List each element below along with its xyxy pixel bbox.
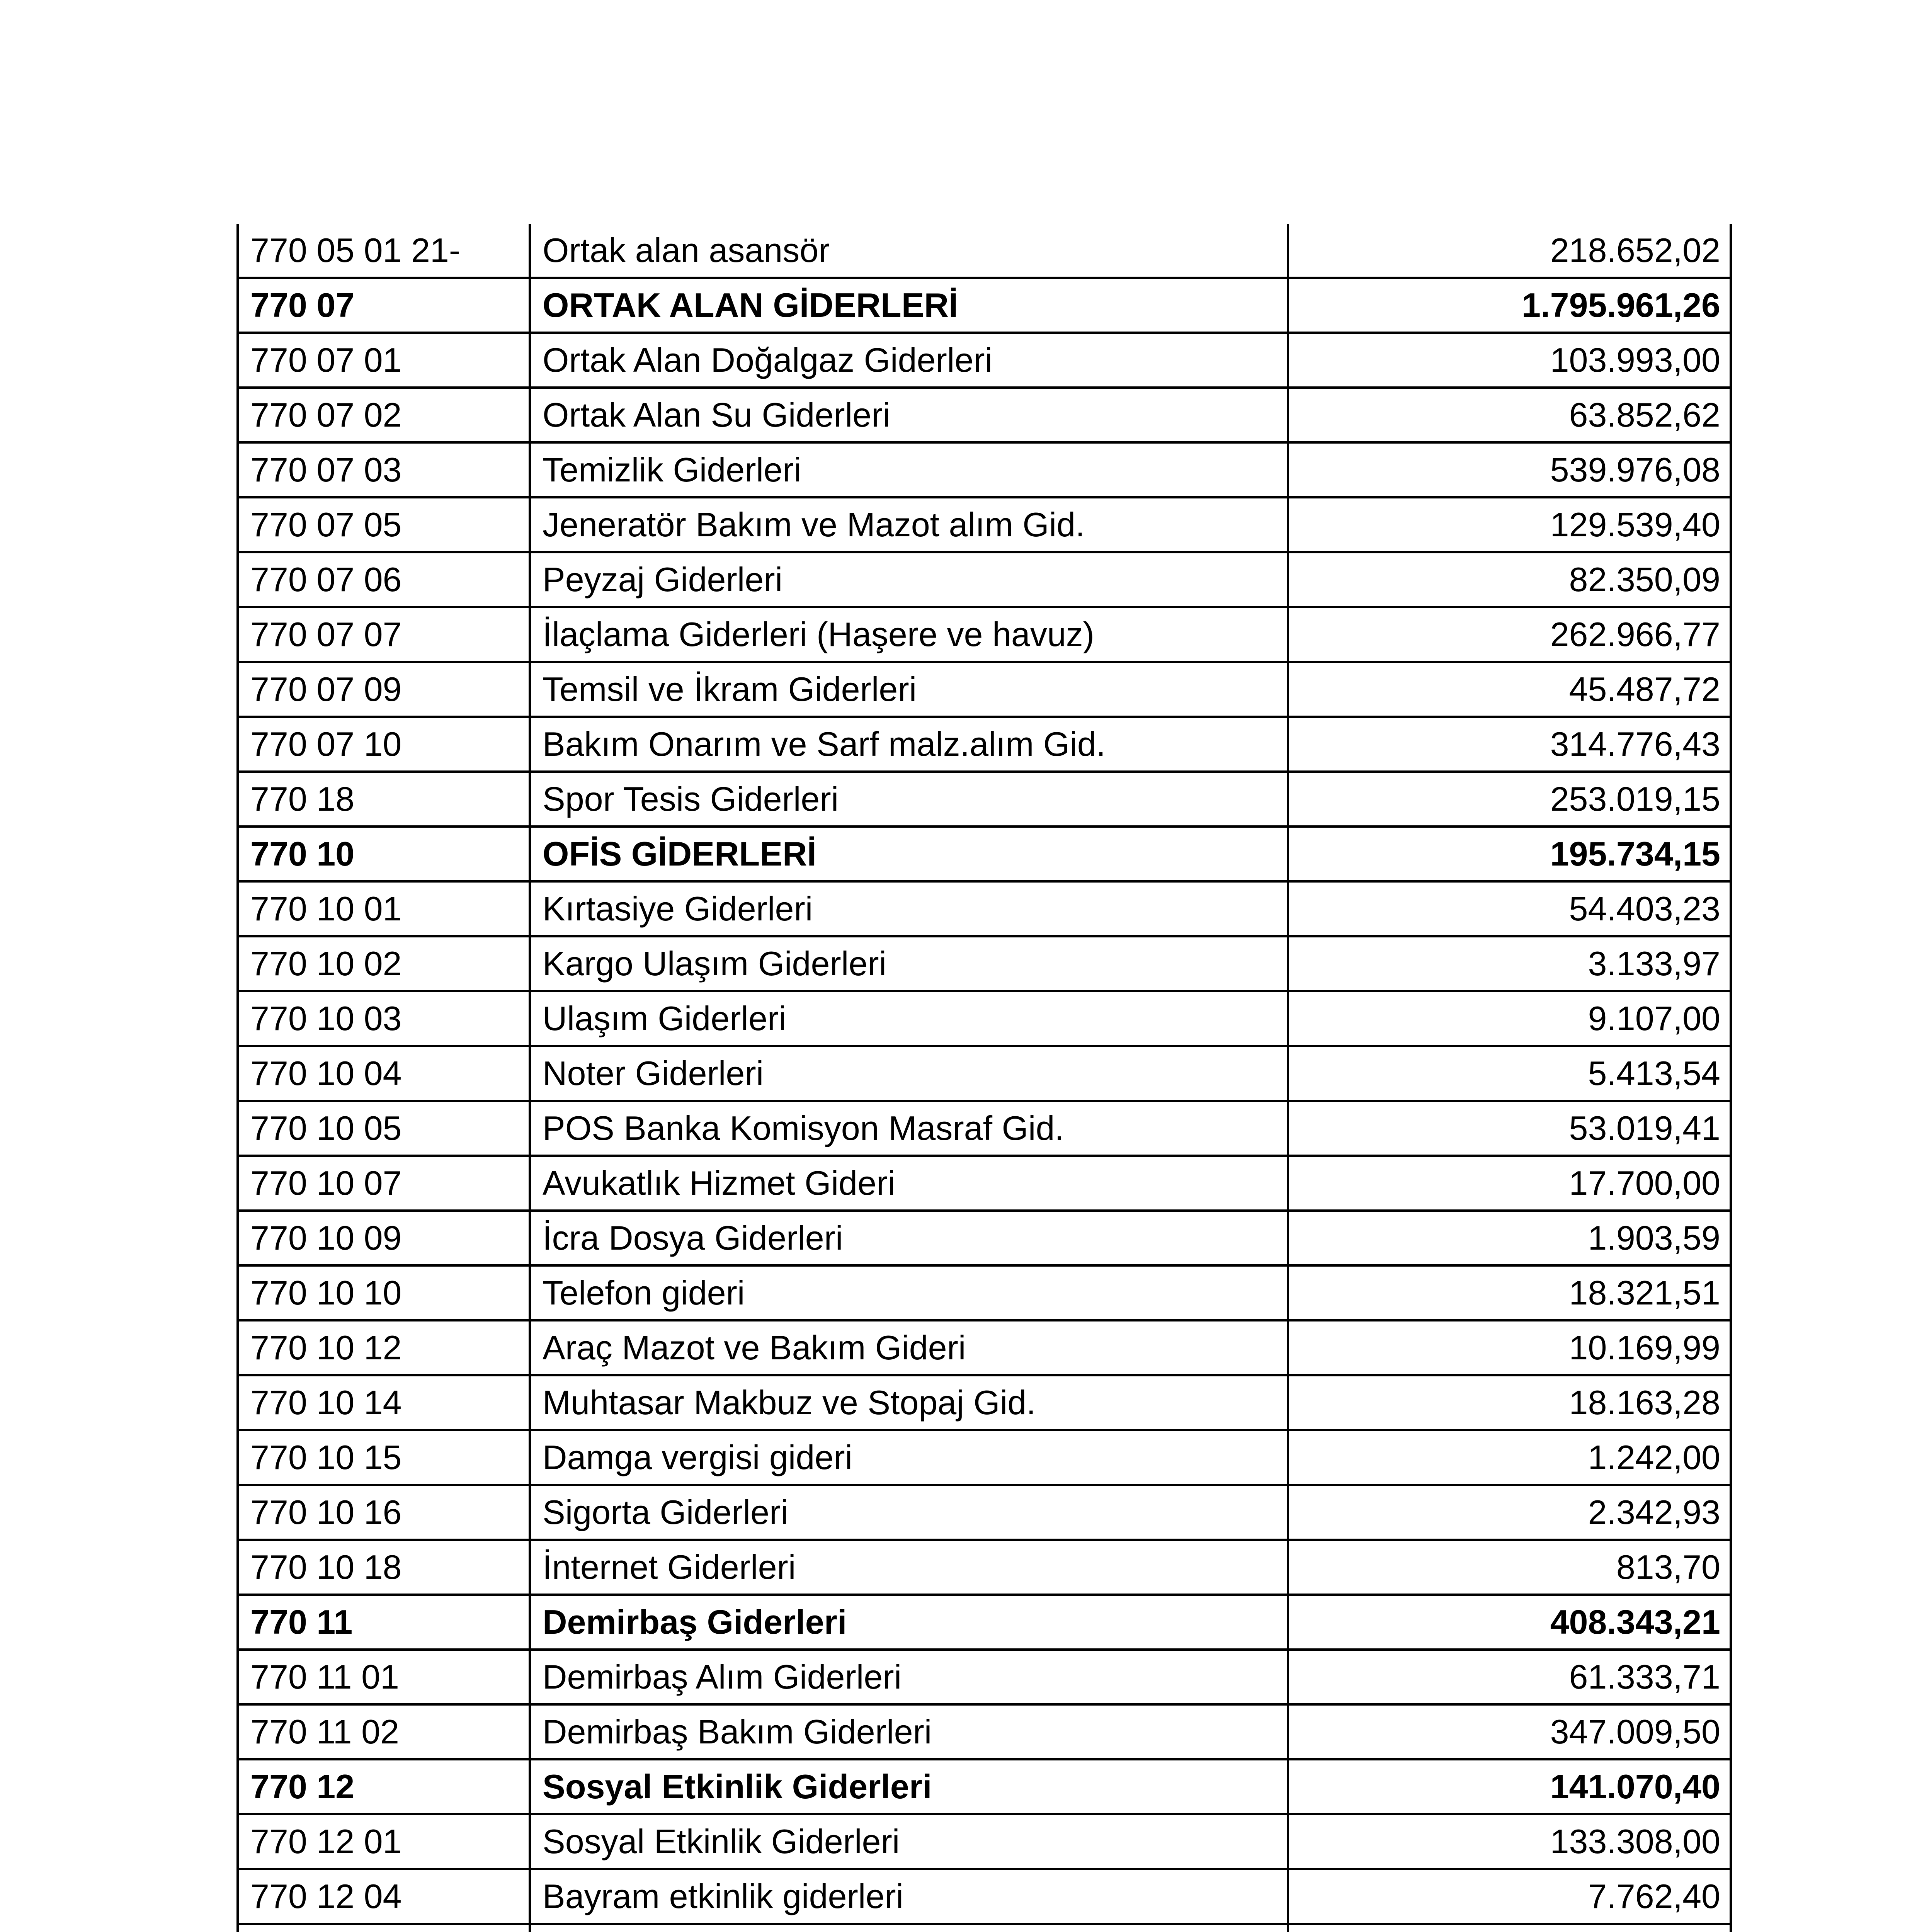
amount-cell: 1.903,59 <box>1288 1211 1731 1265</box>
description-cell: Temizlik Giderleri <box>530 442 1288 497</box>
description-cell: Kargo Ulaşım Giderleri <box>530 936 1288 991</box>
table-row <box>238 1869 1731 1924</box>
table-row <box>238 991 1731 1046</box>
amount-cell: 63.852,62 <box>1288 388 1731 442</box>
account-code-cell: 770 10 01 <box>238 881 530 936</box>
account-code-cell: 770 07 07 <box>238 607 530 662</box>
account-code-cell: 770 10 16 <box>238 1485 530 1540</box>
account-code-cell: 770 10 02 <box>238 936 530 991</box>
account-code-cell: 770 07 06 <box>238 552 530 607</box>
account-code-cell: 770 10 03 <box>238 991 530 1046</box>
account-code-cell: 770 10 15 <box>238 1430 530 1485</box>
account-code-cell: 770 10 05 <box>238 1101 530 1156</box>
table-row <box>238 333 1731 388</box>
table-row <box>238 936 1731 991</box>
account-code-cell: 770 12 01 <box>238 1814 530 1869</box>
table-row <box>238 1211 1731 1265</box>
description-cell: Kırtasiye Giderleri <box>530 881 1288 936</box>
amount-cell: 195.734,15 <box>1288 827 1731 881</box>
amount-cell: 218.652,02 <box>1288 224 1731 278</box>
amount-cell: 133.308,00 <box>1288 1814 1731 1869</box>
amount-cell: 7.762,40 <box>1288 1869 1731 1924</box>
amount-cell: 5.413,54 <box>1288 1046 1731 1101</box>
account-code-cell: 770 10 07 <box>238 1156 530 1211</box>
account-code-cell: 770 12 <box>238 1759 530 1814</box>
description-cell: Ulaşım Giderleri <box>530 991 1288 1046</box>
table-row <box>238 662 1731 717</box>
amount-cell: 45.487,72 <box>1288 662 1731 717</box>
amount-cell: 813,70 <box>1288 1540 1731 1595</box>
amount-cell: 103.993,00 <box>1288 333 1731 388</box>
amount-cell: 347.009,50 <box>1288 1704 1731 1759</box>
account-code-cell: 770 18 <box>238 772 530 827</box>
description-cell: Sosyal Etkinlik Giderleri <box>530 1759 1288 1814</box>
table-row <box>238 881 1731 936</box>
account-code-cell: 770 07 02 <box>238 388 530 442</box>
description-cell: Noter Giderleri <box>530 1046 1288 1101</box>
description-cell: Avukatlık Hizmet Gideri <box>530 1156 1288 1211</box>
account-code-cell: 770 10 18 <box>238 1540 530 1595</box>
description-cell: İnternet Giderleri <box>530 1540 1288 1595</box>
account-code-cell: 770 10 10 <box>238 1265 530 1320</box>
description-cell: Ortak alan asansör <box>530 224 1288 278</box>
amount-cell: 408.343,21 <box>1288 1595 1731 1650</box>
amount-cell: 61.333,71 <box>1288 1650 1731 1704</box>
table-row <box>238 442 1731 497</box>
account-code-cell: 770 10 14 <box>238 1375 530 1430</box>
amount-cell: 141.070,40 <box>1288 1759 1731 1814</box>
description-cell: İlaçlama Giderleri (Haşere ve havuz) <box>530 607 1288 662</box>
account-code-cell: 770 10 <box>238 827 530 881</box>
account-code-cell: 770 10 12 <box>238 1320 530 1375</box>
amount-cell: 1.242,00 <box>1288 1430 1731 1485</box>
amount-cell: 539.976,08 <box>1288 442 1731 497</box>
account-code-cell: 770 11 01 <box>238 1650 530 1704</box>
amount-cell: 18.321,51 <box>1288 1265 1731 1320</box>
table-row <box>238 1265 1731 1320</box>
amount-cell: 18.163,28 <box>1288 1375 1731 1430</box>
table-row-group-total <box>238 1759 1731 1814</box>
description-cell: Bakım Onarım ve Sarf malz.alım Gid. <box>530 717 1288 772</box>
table-row <box>238 1540 1731 1595</box>
description-cell <box>530 1924 1288 1932</box>
expense-ledger-table <box>236 224 1732 1932</box>
description-cell: Ortak Alan Su Giderleri <box>530 388 1288 442</box>
table-row-group-total <box>238 1924 1731 1932</box>
table-row <box>238 1704 1731 1759</box>
amount-cell: 129.539,40 <box>1288 497 1731 552</box>
account-code-cell: 770 12 04 <box>238 1869 530 1924</box>
account-code-cell: 770 10 09 <box>238 1211 530 1265</box>
account-code-cell: 770 07 10 <box>238 717 530 772</box>
table-row <box>238 224 1731 278</box>
table-row <box>238 1156 1731 1211</box>
amount-cell: 53.019,41 <box>1288 1101 1731 1156</box>
account-code-cell: 770 05 01 21- <box>238 224 530 278</box>
table-row <box>238 1101 1731 1156</box>
description-cell: ORTAK ALAN GİDERLERİ <box>530 278 1288 333</box>
description-cell: Demirbaş Bakım Giderleri <box>530 1704 1288 1759</box>
ledger-body <box>238 224 1731 1932</box>
amount-cell: 262.966,77 <box>1288 607 1731 662</box>
description-cell: Demirbaş Alım Giderleri <box>530 1650 1288 1704</box>
expense-ledger-page <box>236 224 1730 1932</box>
description-cell: Ortak Alan Doğalgaz Giderleri <box>530 333 1288 388</box>
amount-cell <box>1288 1924 1731 1932</box>
description-cell: İcra Dosya Giderleri <box>530 1211 1288 1265</box>
table-row-group-total <box>238 278 1731 333</box>
table-row <box>238 1375 1731 1430</box>
account-code-cell: 770 11 02 <box>238 1704 530 1759</box>
account-code-cell: 770 07 09 <box>238 662 530 717</box>
description-cell: Sigorta Giderleri <box>530 1485 1288 1540</box>
table-row-group-total <box>238 1595 1731 1650</box>
account-code-cell: 770 11 <box>238 1595 530 1650</box>
amount-cell: 10.169,99 <box>1288 1320 1731 1375</box>
table-row <box>238 1320 1731 1375</box>
account-code-cell: 770 07 01 <box>238 333 530 388</box>
amount-cell: 82.350,09 <box>1288 552 1731 607</box>
account-code-cell: 770 07 <box>238 278 530 333</box>
amount-cell: 2.342,93 <box>1288 1485 1731 1540</box>
amount-cell: 253.019,15 <box>1288 772 1731 827</box>
table-row <box>238 607 1731 662</box>
table-row <box>238 388 1731 442</box>
description-cell: Bayram etkinlik giderleri <box>530 1869 1288 1924</box>
table-row <box>238 497 1731 552</box>
description-cell: Muhtasar Makbuz ve Stopaj Gid. <box>530 1375 1288 1430</box>
table-row <box>238 1650 1731 1704</box>
account-code-cell: 770 07 05 <box>238 497 530 552</box>
description-cell: Araç Mazot ve Bakım Gideri <box>530 1320 1288 1375</box>
description-cell: Peyzaj Giderleri <box>530 552 1288 607</box>
description-cell: Damga vergisi gideri <box>530 1430 1288 1485</box>
table-row <box>238 1485 1731 1540</box>
table-row <box>238 772 1731 827</box>
amount-cell: 314.776,43 <box>1288 717 1731 772</box>
amount-cell: 1.795.961,26 <box>1288 278 1731 333</box>
account-code-cell <box>238 1924 530 1932</box>
description-cell: Sosyal Etkinlik Giderleri <box>530 1814 1288 1869</box>
description-cell: POS Banka Komisyon Masraf Gid. <box>530 1101 1288 1156</box>
table-row <box>238 1814 1731 1869</box>
account-code-cell: 770 10 04 <box>238 1046 530 1101</box>
table-row <box>238 717 1731 772</box>
amount-cell: 9.107,00 <box>1288 991 1731 1046</box>
description-cell: Jeneratör Bakım ve Mazot alım Gid. <box>530 497 1288 552</box>
account-code-cell: 770 07 03 <box>238 442 530 497</box>
description-cell: Temsil ve İkram Giderleri <box>530 662 1288 717</box>
table-row-group-total <box>238 827 1731 881</box>
amount-cell: 17.700,00 <box>1288 1156 1731 1211</box>
table-row <box>238 552 1731 607</box>
description-cell: Demirbaş Giderleri <box>530 1595 1288 1650</box>
description-cell: Telefon gideri <box>530 1265 1288 1320</box>
amount-cell: 3.133,97 <box>1288 936 1731 991</box>
table-row <box>238 1046 1731 1101</box>
amount-cell: 54.403,23 <box>1288 881 1731 936</box>
table-row <box>238 1430 1731 1485</box>
description-cell: OFİS GİDERLERİ <box>530 827 1288 881</box>
description-cell: Spor Tesis Giderleri <box>530 772 1288 827</box>
